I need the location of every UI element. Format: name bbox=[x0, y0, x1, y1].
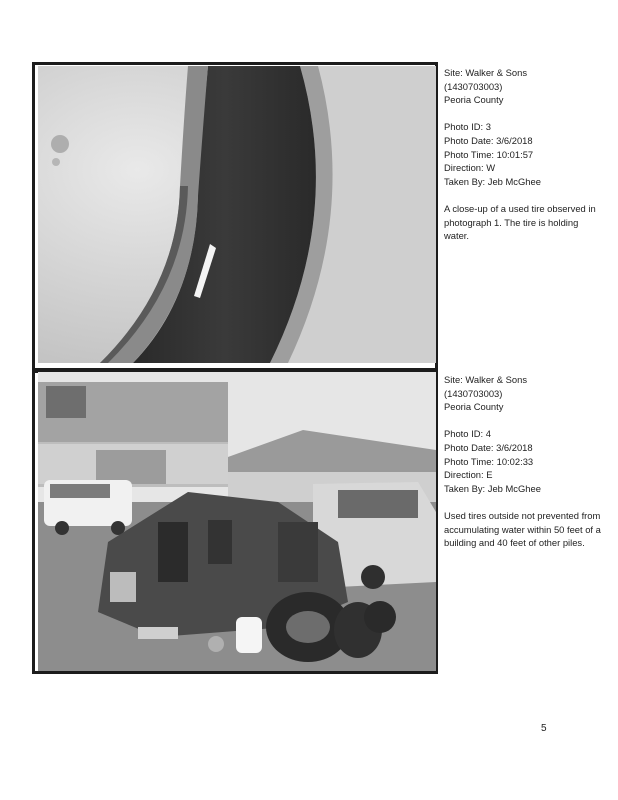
site-id: (1430703003) bbox=[444, 80, 503, 92]
site-id: (1430703003) bbox=[444, 387, 503, 399]
photo-id: Photo ID: 3 bbox=[444, 121, 491, 133]
direction: Direction: W bbox=[444, 162, 496, 174]
direction: Direction: E bbox=[444, 469, 493, 481]
photo-description: A close-up of a used tire observed in photograph 1. The tire is holding water. bbox=[444, 202, 596, 242]
photo-caption-3 bbox=[444, 66, 604, 243]
county: Peoria County bbox=[444, 401, 504, 413]
photo-date: Photo Date: 3/6/2018 bbox=[444, 134, 533, 146]
county: Peoria County bbox=[444, 94, 504, 106]
photo-time: Photo Time: 10:01:57 bbox=[444, 148, 534, 160]
site-name: Site: Walker & Sons bbox=[444, 374, 528, 385]
photo-description: Used tires outside not prevented from accumulating water within 50 feet of a building and 40 feet of other piles. bbox=[444, 509, 601, 549]
page-number: 5 bbox=[541, 723, 547, 734]
photo-caption-4 bbox=[444, 373, 604, 550]
photo-date: Photo Date: 3/6/2018 bbox=[444, 441, 533, 453]
site-name: Site: Walker & Sons bbox=[444, 67, 528, 78]
taken-by: Taken By: Jeb McGhee bbox=[444, 482, 541, 494]
photo-time: Photo Time: 10:02:33 bbox=[444, 455, 534, 467]
photo-id: Photo ID: 4 bbox=[444, 428, 491, 440]
photo-tire-yard bbox=[38, 372, 436, 671]
taken-by: Taken By: Jeb McGhee bbox=[444, 175, 541, 187]
photo-tire-closeup bbox=[38, 66, 436, 363]
